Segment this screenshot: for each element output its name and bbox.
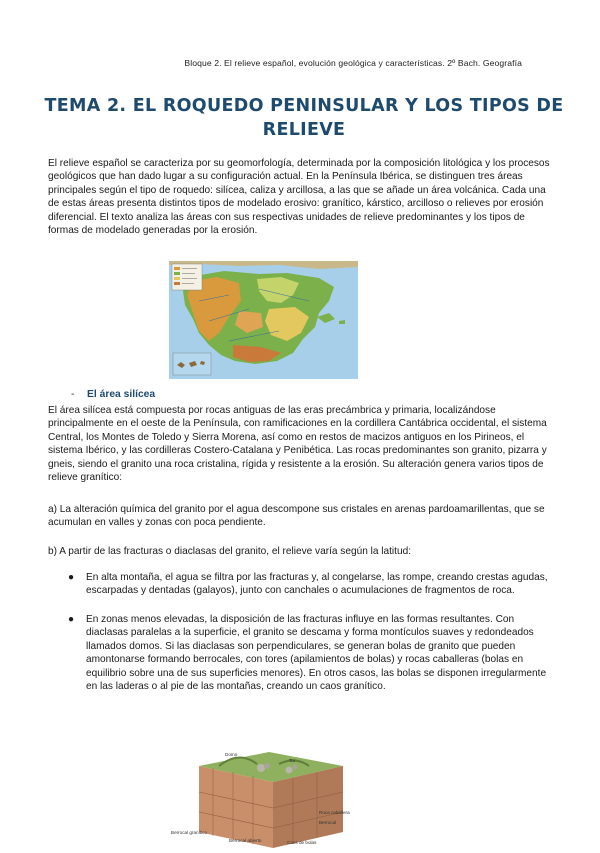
paragraph-b: b) A partir de las fracturas o diaclasas del granito, el relieve varía según la latitud:	[48, 546, 412, 557]
page-title: TEMA 2. EL ROQUEDO PENINSULAR Y LOS TIPOS DE RELIEVE	[44, 96, 564, 140]
section-title: El área silícea	[87, 389, 156, 400]
bullet-text: En zonas menos elevadas, la disposición de las fracturas influye en las formas resultantes. Con diaclasas paralelas a la superficie, el granito se descama y forma montículos suaves y redondeados llamados domos. Si las diaclasas son perpendiculares, se generan bolas de granito que pueden amontonarse formando berrocales, con tores (apilamientos de bolas) y rocas caballeras (bolas en equilibrio sobre una de sus superficies menores). En otros casos, las bolas se disponen irregularmente en las laderas o al pie de las montañas, creando un caos granítico.	[86, 614, 547, 693]
bullet-icon: ●	[68, 572, 75, 583]
block-label: Berrocal granítico	[171, 830, 208, 835]
silicea-paragraph: El área silícea está compuesta por rocas antiguas de las eras precámbrica y primaria, localizándose principalmente en el oeste de la Península, con ramificaciones en la cordillera Cantábrica occidental, el sistema Central, los Montes de Toledo y Sierra Morena, así como en restos de macizos antiguos en los Pirineos, el sistema Ibérico, y las cordilleras Costero-Catalana y Penibética. Las rocas predominantes son granito, pizarra y gneis, siendo el granito una roca cristalina, rígida y resistente a la erosión. Su alteración genera varios tipos de relieve granítico:	[48, 405, 547, 484]
section-dash: -	[71, 389, 75, 400]
block-label: Tor	[289, 758, 296, 763]
block-label: Roca caballera	[319, 810, 350, 815]
paragraph-a: a) La alteración química del granito por el agua descompone sus cristales en arenas pardoamarillentas, que se acumulan en valles y zonas con poca pendiente.	[48, 504, 545, 529]
granite-block-diagram	[169, 752, 357, 848]
block-label: Berrocal abierto	[229, 838, 262, 843]
spain-map-illustration	[169, 261, 358, 379]
block-label: Berrocal	[319, 820, 337, 825]
rock-type-map-image	[169, 261, 358, 379]
block-label: Domo	[225, 752, 238, 757]
bullet-icon: ●	[68, 614, 75, 625]
block-label: Caos de bolas	[287, 840, 317, 845]
intro-paragraph: El relieve español se caracteriza por su geomorfología, determinada por la composición litológica y los procesos geológicos que han dado lugar a su configuración actual. En la Península Ibérica, se distinguen tres áreas principales según el tipo de roquedo: silícea, caliza y arcillosa, a las que se añade un área volcánica. Cada una de estas áreas presenta distintos tipos de modelado erosivo: granítico, kárstico, arcilloso o relieves por erosión diferencial. El texto analiza las áreas con sus respectivas unidades de relieve predominantes y los tipos de formas de modelado generadas por la erosión.	[48, 158, 550, 237]
bullet-text: En alta montaña, el agua se filtra por las fracturas y, al congelarse, las rompe, creando crestas agudas, escarpadas y dentadas (galayos), junto con canchales o acumulaciones de fragmentos de roca.	[86, 572, 548, 597]
page-header: Bloque 2. El relieve español, evolución geológica y características. 2º Bach. Geografía	[184, 58, 522, 68]
